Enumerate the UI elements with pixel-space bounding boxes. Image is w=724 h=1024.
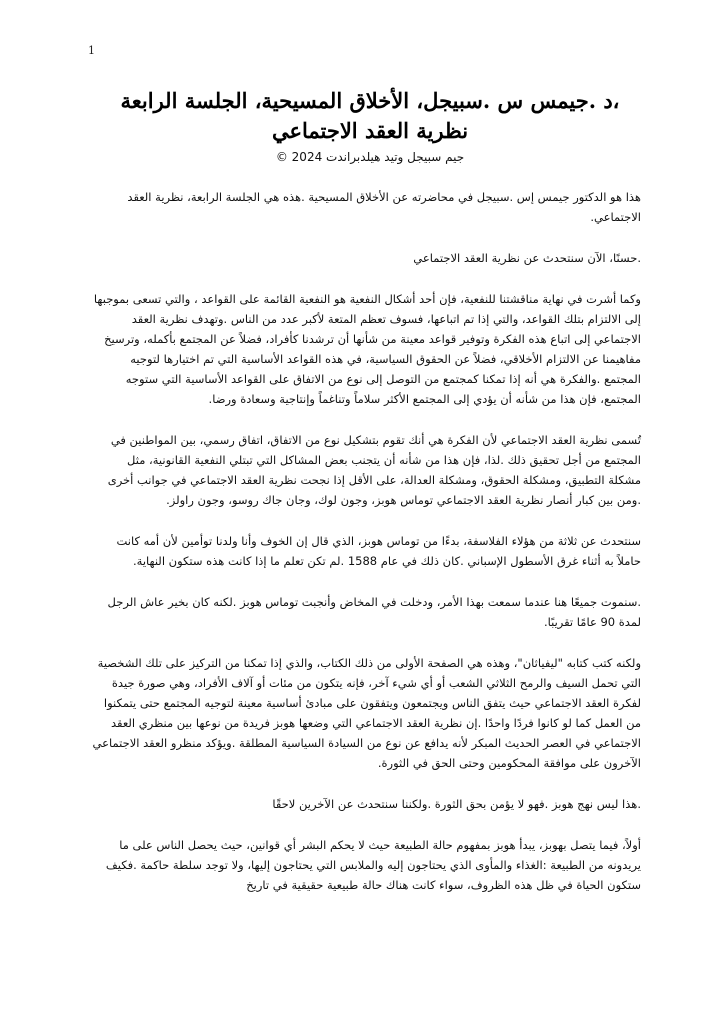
paragraph-state-of-nature: أولاً، فيما يتصل بهوبز، يبدأ هوبز بمفهوم حالة الطبيعة حيث لا يحكم البشر أي قوانين، حيث يحصل الناس على ما يريدونه من الطبيعة :الغذاء والمأوى الذي يحتاجون إليه والملابس التي يحتاجون إليها، ولا توجد سلطة حاكمة .فكيف ستكون الحياة في ظل هذه الظروف، سواء كانت هناك حالة طبيعية حقيقية في تاريخ	[105, 838, 641, 892]
paragraph-contract-definition: تُسمى نظرية العقد الاجتماعي لأن الفكرة هي أنك تقوم بتشكيل نوع من الاتفاق، اتفاق رسمي، بين المواطنين في المجتمع من أجل تحقيق ذلك .لذا، فإن هذا من شأنه أن يتجنب بعض المشاكل التي تبتلي النفعية القانونية، مثل مشكلة التطبيق، ومشكلة الحقوق، ومشكلة العدالة، على الأقل إذا نجحت نظرية العقد الاجتماعي في جوانب أخرى .ومن بين كبار أنصار نظرية العقد الاجتماعي توماس هوبز، وجون لوك، وجان جاك روسو، وجون راولز.	[107, 433, 641, 507]
paragraph-hobbes-birth: سنتحدث عن ثلاثة من هؤلاء الفلاسفة، بدءًا من توماس هوبز، الذي قال إن الخوف وأنا ولدنا توأمين لأن أمه كانت حاملاً به أثناء غرق الأسطول الإسباني .كان ذلك في عام 1588 .لم تكن تعلم ما إذا كانت هذه ستكون النهاية.	[116, 534, 641, 568]
paragraph-hobbes-age: .سنموت جميعًا هنا عندما سمعت بهذا الأمر، ودخلت في المخاض وأنجبت توماس هوبز .لكنه كان بخير عاش الرجل لمدة 90 عامًا تقريبًا.	[107, 595, 641, 629]
author-copyright: جيم سبيجل وتيد هيلدبراندت 2024 ©	[275, 150, 465, 164]
document-title-line-2: نظرية العقد الاجتماعي	[271, 118, 469, 143]
paragraph-rule-utilitarianism: وكما أشرت في نهاية مناقشتنا للنفعية، فإن أحد أشكال النفعية هو النفعية القائمة على القواعد ، والتي تسعى بموجبها إلى الالتزام بتلك القواعد، والتي إذا تم اتباعها، فسوف تعظم المتعة لأكبر عدد من الناس .وتهدف نظرية العقد الاجتماعي إلى اتباع هذه الفكرة وتوفير قواعد معينة من شأنها أن ترشدنا كأفراد، فضلاً عن المجتمع بأكمله، وترسيخ مفاهيمنا عن الالتزام الأخلاقي، فضلاً عن الحقوق السياسية، في هذه القواعد الأساسية التي تم اختيارها لتوجيه المجتمع .والفكرة هي أنه إذا تمكنا كمجتمع من التوصل إلى نوع من الاتفاق على القواعد الأساسية التي ستوجه المجتمع، فإن هذا من شأنه أن يؤدي إلى المجتمع الأكثر سلاماً وتناغماً وإنتاجية وسعادة ورضا.	[93, 292, 641, 406]
paragraph-intro: هذا هو الدكتور جيمس إس .سبيجل في محاضرته عن الأخلاق المسيحية .هذه هي الجلسة الرابعة، نظرية العقد الاجتماعي.	[127, 190, 641, 224]
document-header	[100, 86, 640, 166]
document-title-line-1: ،د .جيمس س .سبيجل، الأخلاق المسيحية، الجلسة الرابعة	[120, 88, 620, 113]
paragraph-topic: .حسنًا، الآن سنتحدث عن نظرية العقد الاجتماعي	[413, 251, 641, 265]
paragraph-no-revolution: .هذا ليس نهج هوبز .فهو لا يؤمن بحق الثورة .ولكننا سنتحدث عن الآخرين لاحقًا	[272, 797, 641, 811]
document-body	[91, 187, 641, 916]
page-number: 1	[88, 44, 95, 57]
paragraph-leviathan: ولكنه كتب كتابه "ليفياثان"، وهذه هي الصفحة الأولى من ذلك الكتاب، والذي إذا تمكنا من التركيز على تلك الشخصية التي تحمل السيف والرمح الثلاثي الشعب أو أي شيء آخر، فإنه يتكون من مئات أو آلاف الأفراد، وهي صورة جيدة لفكرة العقد الاجتماعي حيث يتفق الناس ويجتمعون ويتفقون على مبادئ أساسية معينة لتوجيه المجتمع حتى يتمكنوا من العمل كما لو كانوا فردًا واحدًا .إن نظرية العقد الاجتماعي التي وضعها هوبز فريدة من نوعها بين منظري العقد الاجتماعي في العصر الحديث المبكر لأنه يدافع عن نوع من السيادة السياسية المطلقة .ويؤكد منظرو العقد الاجتماعي الآخرون على موافقة المحكومين وحتى الحق في الثورة.	[92, 656, 641, 770]
